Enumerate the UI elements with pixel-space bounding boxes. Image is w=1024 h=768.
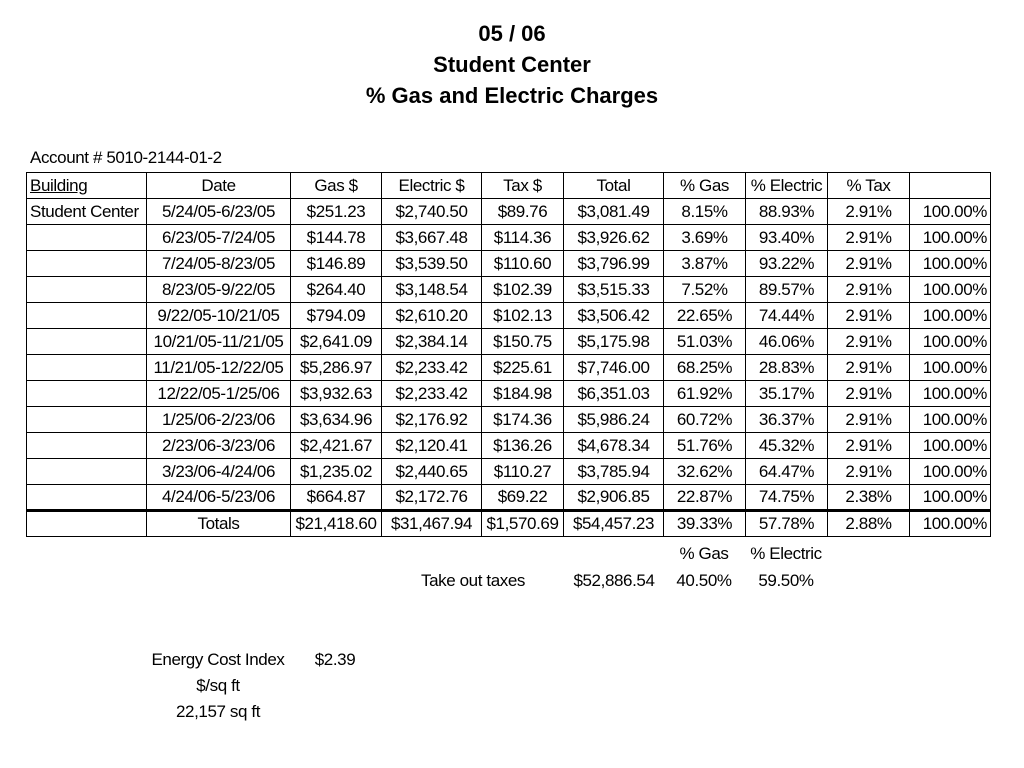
cell-building <box>27 459 147 485</box>
cell-pct-gas: 22.87% <box>664 485 746 511</box>
cell-total: $3,926.62 <box>564 225 664 251</box>
table-row <box>27 433 991 459</box>
cell-building <box>27 277 147 303</box>
cell-total: $54,457.23 <box>564 511 664 537</box>
cell-pct-electric: 93.40% <box>746 225 828 251</box>
cell-tax: $114.36 <box>482 225 564 251</box>
cell-pct-total: 100.00% <box>910 199 991 225</box>
cell-pct-total: 100.00% <box>910 225 991 251</box>
cell-total: $3,506.42 <box>564 303 664 329</box>
cell-building <box>27 329 147 355</box>
cell-pct-electric: 88.93% <box>746 199 828 225</box>
cell-date: 11/21/05-12/22/05 <box>147 355 291 381</box>
cell-tax: $1,570.69 <box>482 511 564 537</box>
cell-pct-tax: 2.38% <box>828 485 910 511</box>
cell-electric: $3,667.48 <box>382 225 482 251</box>
cell-gas: $251.23 <box>291 199 382 225</box>
cell-date: 7/24/05-8/23/05 <box>147 251 291 277</box>
cell-total: $3,785.94 <box>564 459 664 485</box>
header-building <box>27 173 147 199</box>
header-electric: Electric $ <box>382 173 482 199</box>
table-row <box>27 329 991 355</box>
cell-date: 3/23/06-4/24/06 <box>147 459 291 485</box>
energy-cost-index-value: $2.39 <box>314 650 356 669</box>
energy-cost-index-unit: $/sq ft <box>196 676 240 695</box>
cell-tax: $174.36 <box>482 407 564 433</box>
account-number: Account # 5010-2144-01-2 <box>30 148 222 167</box>
table-row <box>27 355 991 381</box>
cell-tax: $136.26 <box>482 433 564 459</box>
cell-electric: $31,467.94 <box>382 511 482 537</box>
cell-pct-gas: 22.65% <box>664 303 746 329</box>
cell-pct-gas: 3.69% <box>664 225 746 251</box>
cell-gas: $2,641.09 <box>291 329 382 355</box>
table-row <box>27 303 991 329</box>
cell-total: $3,081.49 <box>564 199 664 225</box>
cell-gas: $3,932.63 <box>291 381 382 407</box>
cell-pct-electric: 45.32% <box>746 433 828 459</box>
table-row <box>27 381 991 407</box>
cell-pct-electric: 46.06% <box>746 329 828 355</box>
cell-electric: $3,539.50 <box>382 251 482 277</box>
cell-total: $2,906.85 <box>564 485 664 511</box>
cell-pct-tax: 2.91% <box>828 277 910 303</box>
cell-pct-total: 100.00% <box>910 251 991 277</box>
cell-electric: $2,120.41 <box>382 433 482 459</box>
header-pct-tax: % Tax <box>828 173 910 199</box>
cell-pct-tax: 2.91% <box>828 303 910 329</box>
header-pct-electric: % Electric <box>746 173 828 199</box>
cell-gas: $5,286.97 <box>291 355 382 381</box>
cell-building <box>27 251 147 277</box>
building-area: 22,157 sq ft <box>175 702 261 721</box>
header-building-label: Building <box>30 175 88 195</box>
cell-pct-total: 100.00% <box>910 511 991 537</box>
cell-building <box>27 511 147 537</box>
cell-pct-electric: 35.17% <box>746 381 828 407</box>
cell-pct-total: 100.00% <box>910 355 991 381</box>
cell-electric: $3,148.54 <box>382 277 482 303</box>
table-row <box>27 407 991 433</box>
charges-table <box>26 172 991 537</box>
title-line-3: % Gas and Electric Charges <box>365 83 659 108</box>
cell-tax: $225.61 <box>482 355 564 381</box>
cell-pct-gas: 68.25% <box>664 355 746 381</box>
cell-pct-tax: 2.91% <box>828 329 910 355</box>
cell-tax: $69.22 <box>482 485 564 511</box>
cell-date: 8/23/05-9/22/05 <box>147 277 291 303</box>
cell-pct-total: 100.00% <box>910 381 991 407</box>
header-row <box>27 173 991 199</box>
header-blank <box>910 173 991 199</box>
cell-building <box>27 381 147 407</box>
cell-tax: $150.75 <box>482 329 564 355</box>
cell-tax: $89.76 <box>482 199 564 225</box>
cell-electric: $2,740.50 <box>382 199 482 225</box>
cell-pct-electric: 36.37% <box>746 407 828 433</box>
cell-gas: $794.09 <box>291 303 382 329</box>
table-row <box>27 485 991 511</box>
cell-pct-electric: 28.83% <box>746 355 828 381</box>
cell-pct-tax: 2.91% <box>828 407 910 433</box>
header-pct-gas: % Gas <box>664 173 746 199</box>
header-gas: Gas $ <box>291 173 382 199</box>
table-row <box>27 251 991 277</box>
cell-pct-tax: 2.91% <box>828 355 910 381</box>
cell-tax: $184.98 <box>482 381 564 407</box>
cell-pct-total: 100.00% <box>910 433 991 459</box>
cell-total: $5,175.98 <box>564 329 664 355</box>
cell-electric: $2,440.65 <box>382 459 482 485</box>
cell-building <box>27 303 147 329</box>
cell-total: $5,986.24 <box>564 407 664 433</box>
cell-tax: $110.27 <box>482 459 564 485</box>
cell-pct-gas: 7.52% <box>664 277 746 303</box>
pct-gas-header: % Gas <box>679 544 729 563</box>
header-date: Date <box>147 173 291 199</box>
cell-tax: $102.13 <box>482 303 564 329</box>
cell-pct-tax: 2.91% <box>828 459 910 485</box>
cell-building <box>27 225 147 251</box>
table-row <box>27 459 991 485</box>
cell-pct-tax: 2.91% <box>828 433 910 459</box>
cell-pct-electric: 74.44% <box>746 303 828 329</box>
cell-building <box>27 355 147 381</box>
take-out-taxes-label: Take out taxes <box>420 571 526 590</box>
title-line-1: 05 / 06 <box>478 21 546 46</box>
cell-gas: $1,235.02 <box>291 459 382 485</box>
cell-total: $7,746.00 <box>564 355 664 381</box>
totals-row <box>27 511 991 537</box>
cell-total: $6,351.03 <box>564 381 664 407</box>
cell-gas: $144.78 <box>291 225 382 251</box>
cell-tax: $110.60 <box>482 251 564 277</box>
cell-pct-total: 100.00% <box>910 303 991 329</box>
cell-pct-total: 100.00% <box>910 277 991 303</box>
cell-date: 2/23/06-3/23/06 <box>147 433 291 459</box>
header-tax: Tax $ <box>482 173 564 199</box>
cell-pct-total: 100.00% <box>910 485 991 511</box>
cell-electric: $2,610.20 <box>382 303 482 329</box>
take-out-taxes-total: $52,886.54 <box>573 571 655 590</box>
cell-tax: $102.39 <box>482 277 564 303</box>
cell-date: 1/25/06-2/23/06 <box>147 407 291 433</box>
cell-gas: $2,421.67 <box>291 433 382 459</box>
cell-pct-electric: 74.75% <box>746 485 828 511</box>
cell-pct-tax: 2.91% <box>828 225 910 251</box>
table-row <box>27 225 991 251</box>
cell-building <box>27 485 147 511</box>
pct-electric-header: % Electric <box>750 544 822 563</box>
cell-pct-tax: 2.91% <box>828 251 910 277</box>
cell-date: 9/22/05-10/21/05 <box>147 303 291 329</box>
cell-pct-gas: 51.03% <box>664 329 746 355</box>
cell-building: Student Center <box>27 199 147 225</box>
cell-electric: $2,233.42 <box>382 381 482 407</box>
cell-pct-gas: 3.87% <box>664 251 746 277</box>
cell-pct-total: 100.00% <box>910 329 991 355</box>
table-row <box>27 277 991 303</box>
cell-pct-gas: 8.15% <box>664 199 746 225</box>
cell-pct-gas: 51.76% <box>664 433 746 459</box>
cell-pct-electric: 57.78% <box>746 511 828 537</box>
cell-pct-electric: 89.57% <box>746 277 828 303</box>
cell-pct-total: 100.00% <box>910 407 991 433</box>
cell-gas: $146.89 <box>291 251 382 277</box>
cell-total: $3,515.33 <box>564 277 664 303</box>
cell-pct-gas: 61.92% <box>664 381 746 407</box>
cell-date: 12/22/05-1/25/06 <box>147 381 291 407</box>
cell-total: $4,678.34 <box>564 433 664 459</box>
cell-pct-tax: 2.91% <box>828 199 910 225</box>
cell-total: $3,796.99 <box>564 251 664 277</box>
cell-pct-tax: 2.88% <box>828 511 910 537</box>
cell-electric: $2,172.76 <box>382 485 482 511</box>
cell-electric: $2,384.14 <box>382 329 482 355</box>
title-line-2: Student Center <box>433 52 591 77</box>
take-out-taxes-pct-gas: 40.50% <box>676 571 732 590</box>
cell-pct-electric: 93.22% <box>746 251 828 277</box>
cell-building <box>27 407 147 433</box>
cell-date: 6/23/05-7/24/05 <box>147 225 291 251</box>
cell-pct-gas: 60.72% <box>664 407 746 433</box>
cell-date: 5/24/05-6/23/05 <box>147 199 291 225</box>
cell-gas: $664.87 <box>291 485 382 511</box>
cell-date: 4/24/06-5/23/06 <box>147 485 291 511</box>
cell-pct-gas: 32.62% <box>664 459 746 485</box>
cell-gas: $21,418.60 <box>291 511 382 537</box>
cell-pct-electric: 64.47% <box>746 459 828 485</box>
cell-pct-tax: 2.91% <box>828 381 910 407</box>
cell-building <box>27 433 147 459</box>
cell-date: Totals <box>147 511 291 537</box>
cell-electric: $2,176.92 <box>382 407 482 433</box>
energy-cost-index-label: Energy Cost Index <box>151 650 285 669</box>
cell-electric: $2,233.42 <box>382 355 482 381</box>
cell-pct-total: 100.00% <box>910 459 991 485</box>
header-total: Total <box>564 173 664 199</box>
table-row <box>27 199 991 225</box>
cell-pct-gas: 39.33% <box>664 511 746 537</box>
take-out-taxes-pct-electric: 59.50% <box>758 571 814 590</box>
cell-gas: $3,634.96 <box>291 407 382 433</box>
cell-date: 10/21/05-11/21/05 <box>147 329 291 355</box>
cell-gas: $264.40 <box>291 277 382 303</box>
